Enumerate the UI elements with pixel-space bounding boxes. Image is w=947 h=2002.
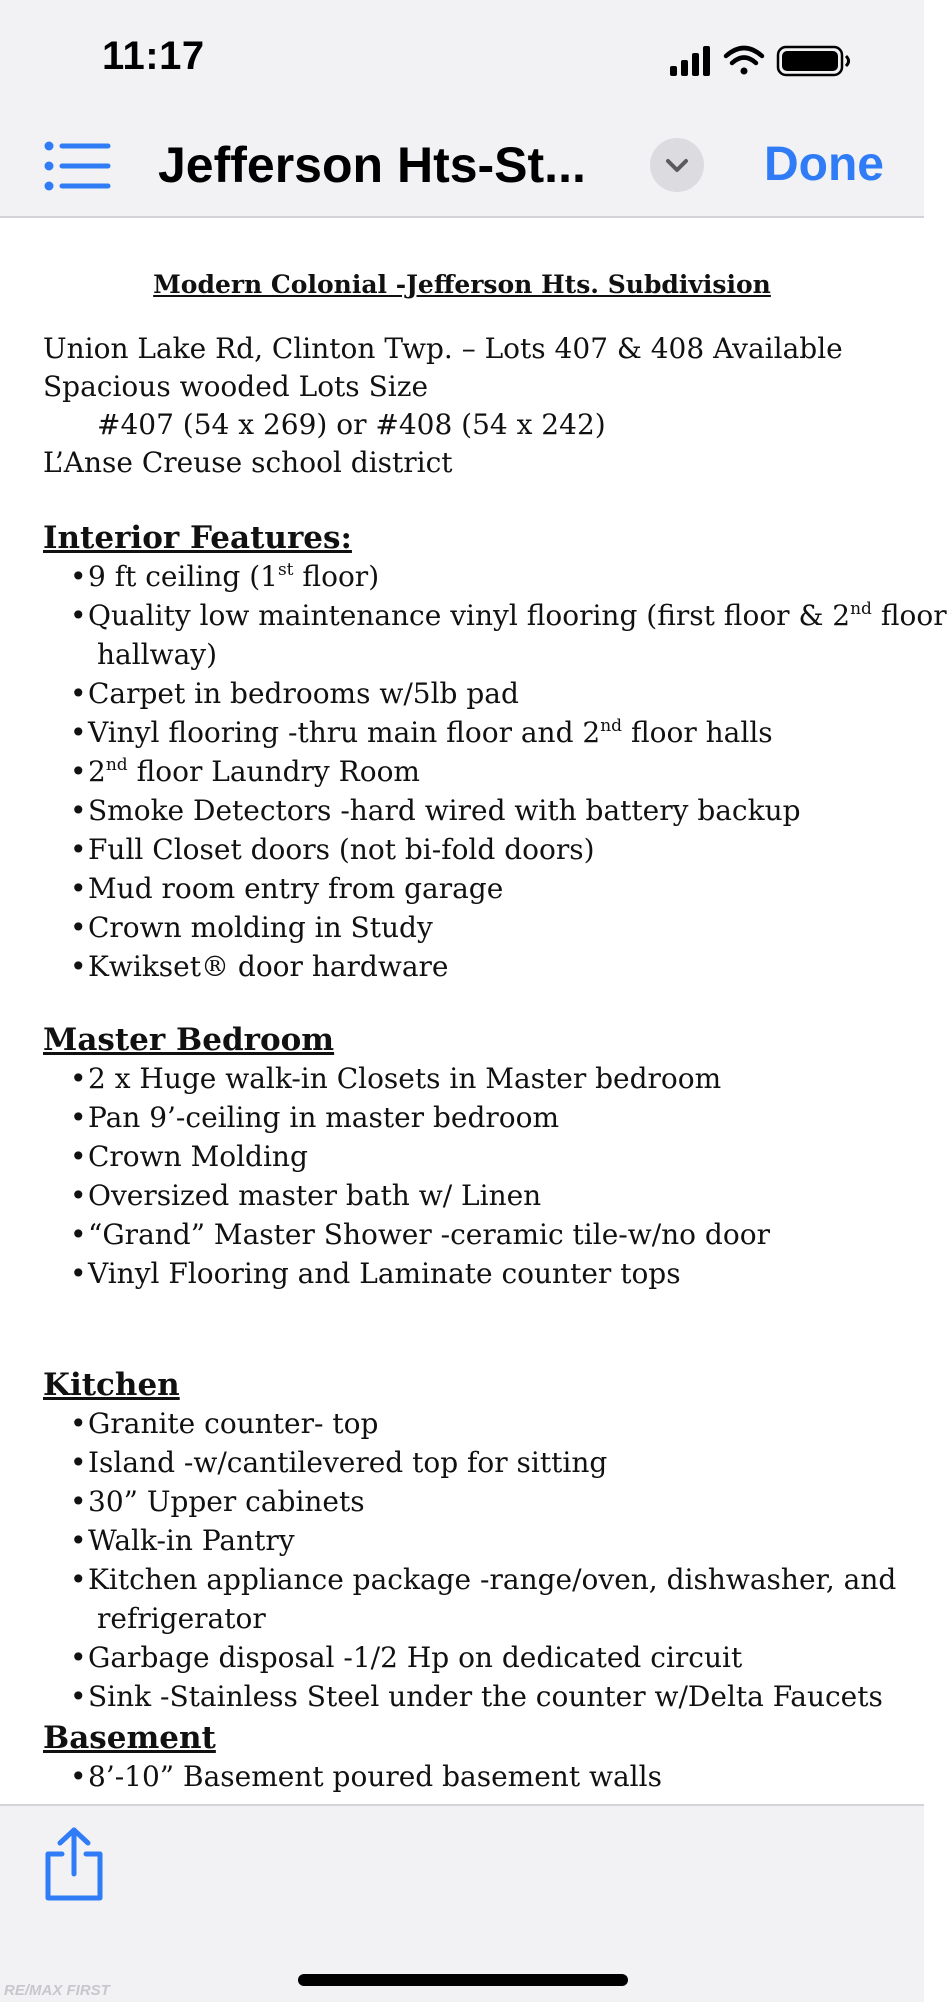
- list-item: •Crown Molding: [70, 1140, 308, 1173]
- share-icon[interactable]: [42, 1826, 106, 1902]
- list-item: •Oversized master bath w/ Linen: [70, 1179, 542, 1212]
- document-page: [0, 218, 947, 1804]
- status-time: 11:17: [102, 34, 205, 78]
- intro-lot-numbers: #407 (54 x 269) or #408 (54 x 242): [97, 408, 606, 441]
- master-bedroom-heading: Master Bedroom: [43, 1022, 335, 1058]
- list-item: •Full Closet doors (not bi-fold doors): [70, 833, 595, 866]
- status-icons: [670, 44, 860, 78]
- chevron-down-icon[interactable]: [650, 138, 704, 192]
- nav-bar: [0, 120, 924, 218]
- list-item: •Sink -Stainless Steel under the counter w/Delta Faucets: [70, 1680, 883, 1713]
- list-item-continuation: hallway): [97, 638, 218, 671]
- list-item: •Crown molding in Study: [70, 911, 433, 944]
- intro-lot-size: Spacious wooded Lots Size: [43, 370, 429, 403]
- list-item: •“Grand” Master Shower -ceramic tile-w/no door: [70, 1218, 770, 1251]
- list-item: •Island -w/cantilevered top for sitting: [70, 1446, 608, 1479]
- list-item: •30” Upper cabinets: [70, 1485, 365, 1518]
- wifi-icon: [726, 48, 762, 75]
- list-item: •2 x Huge walk-in Closets in Master bedroom: [70, 1062, 722, 1095]
- list-item: •Vinyl flooring -thru main floor and 2nd floor halls: [70, 716, 773, 749]
- list-item: •9 ft ceiling (1st floor): [70, 560, 380, 593]
- signal-icon: [670, 46, 710, 76]
- interior-features-heading: Interior Features:: [43, 520, 352, 556]
- done-button[interactable]: Done: [764, 138, 884, 191]
- list-item: •Garbage disposal -1/2 Hp on dedicated circuit: [70, 1641, 743, 1674]
- list-item: •Quality low maintenance vinyl flooring (first floor & 2nd floor: [70, 599, 947, 632]
- list-item: •Carpet in bedrooms w/5lb pad: [70, 677, 519, 710]
- list-item: •Kwikset® door hardware: [70, 950, 449, 983]
- watermark: RE/MAX FIRST: [4, 1982, 110, 1999]
- list-item: •Walk-in Pantry: [70, 1524, 295, 1557]
- status-bar: [0, 0, 924, 120]
- intro-address: Union Lake Rd, Clinton Twp. – Lots 407 & 408 Available: [43, 332, 843, 365]
- list-item-continuation: refrigerator: [97, 1602, 266, 1635]
- list-item: •Granite counter- top: [70, 1407, 379, 1440]
- intro-school-district: L’Anse Creuse school district: [43, 446, 453, 479]
- document-title[interactable]: Jefferson Hts-St...: [158, 137, 586, 193]
- kitchen-heading: Kitchen: [43, 1367, 180, 1403]
- battery-icon: [778, 47, 849, 75]
- bottom-toolbar: [0, 1804, 924, 2002]
- list-item: •Smoke Detectors -hard wired with battery backup: [70, 794, 801, 827]
- list-item: •Vinyl Flooring and Laminate counter tops: [70, 1257, 681, 1290]
- list-icon[interactable]: [44, 136, 114, 196]
- list-item: •Kitchen appliance package -range/oven, dishwasher, and: [70, 1563, 897, 1596]
- document-heading: Modern Colonial -Jefferson Hts. Subdivision: [153, 270, 771, 299]
- list-item: •Pan 9’-ceiling in master bedroom: [70, 1101, 560, 1134]
- basement-heading: Basement: [43, 1720, 216, 1756]
- home-indicator: [298, 1974, 628, 1986]
- list-item: •2nd floor Laundry Room: [70, 755, 420, 788]
- list-item: •8’-10” Basement poured basement walls: [70, 1760, 662, 1793]
- list-item: •Mud room entry from garage: [70, 872, 504, 905]
